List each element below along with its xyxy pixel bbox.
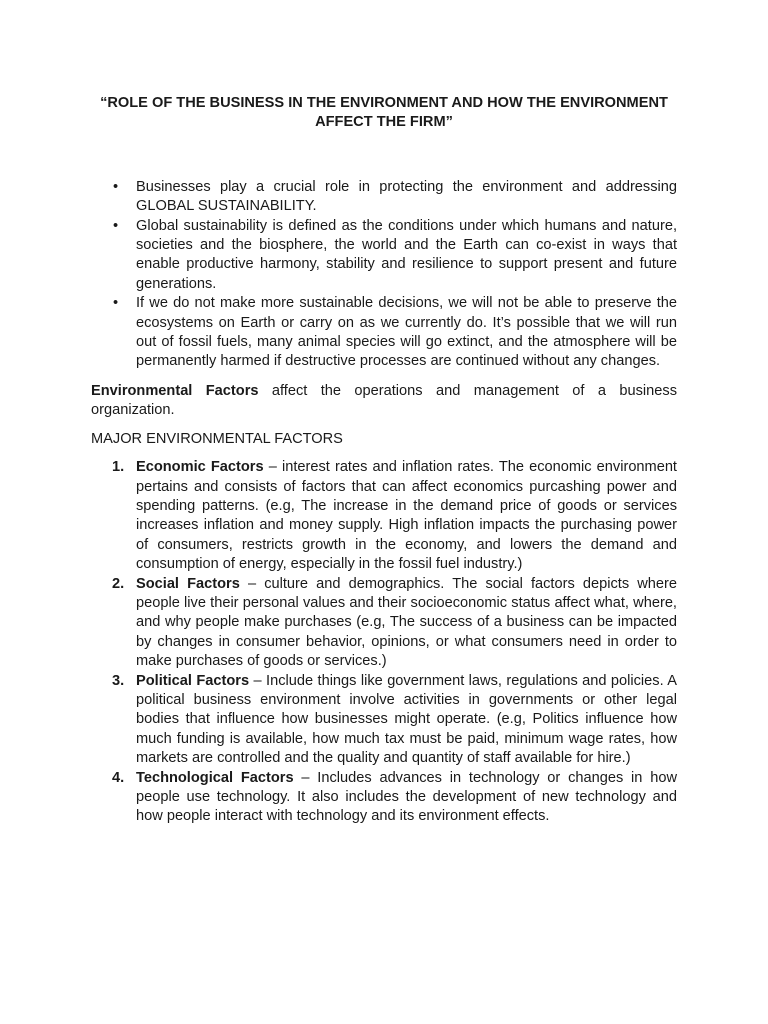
factor-name: Economic Factors [136,459,264,476]
factor-name: Technological Factors [136,769,294,786]
document-title: “ROLE OF THE BUSINESS IN THE ENVIRONMENT AND HOW THE ENVIRONMENT AFFECT THE FIRM” [100,95,668,131]
factor-name: Political Factors [136,672,250,689]
bullet-list [91,178,677,372]
environmental-factors-definition: affect the operations and management of a business organization. [91,382,677,419]
factor-number: 2. [112,575,125,592]
environmental-factors-term: Environmental Factors [91,382,259,399]
bullet-item [91,294,677,372]
factor-number: 1. [112,459,125,476]
bullet-text: Businesses play a crucial role in protecting the environment and addressing GLOBAL SUSTAINABILITY. [136,178,677,215]
environmental-factors-paragraph [91,382,677,421]
bullet-icon: • [113,295,119,312]
factor-item-economic [91,458,677,574]
factor-item-technological [91,769,677,827]
factors-list [91,458,677,827]
factor-description: – interest rates and inflation rates. The economic environment pertains and consists of factors that can affect economics purcashing power and spending patterns. (e.g, The increase in the demand price of goods or services increases inflation and money supply. High inflation impacts the purchasing power of consumers, restricts growth in the economy, and lowers the demand and consumption of energy, especially in the fossil fuel industry.) [136,459,677,573]
bullet-icon: • [113,178,119,195]
bullet-item [91,217,677,295]
bullet-text: Global sustainability is defined as the conditions under which humans and nature, societies and the biosphere, the world and the Earth can co-exist in ways that enable productive harmony, stability and resilience to support present and future generations. [136,217,677,292]
factor-description: – culture and demographics. The social factors depicts where people live their personal values and their socioeconomic status affect what, where, and why people make purchases (e.g, The success of a business can be impacted by changes in consumer behavior, opinions, or what consumers need in order to make purchases of goods or services.) [136,575,677,670]
section-heading: MAJOR ENVIRONMENTAL FACTORS [91,430,343,447]
factor-name: Social Factors [136,575,240,592]
factor-number: 3. [112,672,125,689]
factor-description: – Includes advances in technology or changes in how people use technology. It also includes the development of new technology and how people interact with technology and its environment effects. [136,769,677,825]
factor-item-political [91,672,677,769]
bullet-text: If we do not make more sustainable decisions, we will not be able to preserve the ecosystems on Earth or carry on as we currently do. It’s possible that we will run out of fossil fuels, many animal species will go extinct, and the atmosphere will be permanently harmed if destructive processes are continued without any changes. [136,295,677,370]
factor-number: 4. [112,769,125,786]
factor-description: – Include things like government laws, regulations and policies. A political business environment involve activities in governments or other legal bodies that influence how businesses might operate. (e.g, Politics influence how much funding is available, how much tax must be paid, minimum wage rates, how markets are controlled and the quality and quantity of staff available for hire.) [136,672,677,767]
factor-item-social [91,575,677,672]
bullet-item [91,178,677,217]
bullet-icon: • [113,217,119,234]
